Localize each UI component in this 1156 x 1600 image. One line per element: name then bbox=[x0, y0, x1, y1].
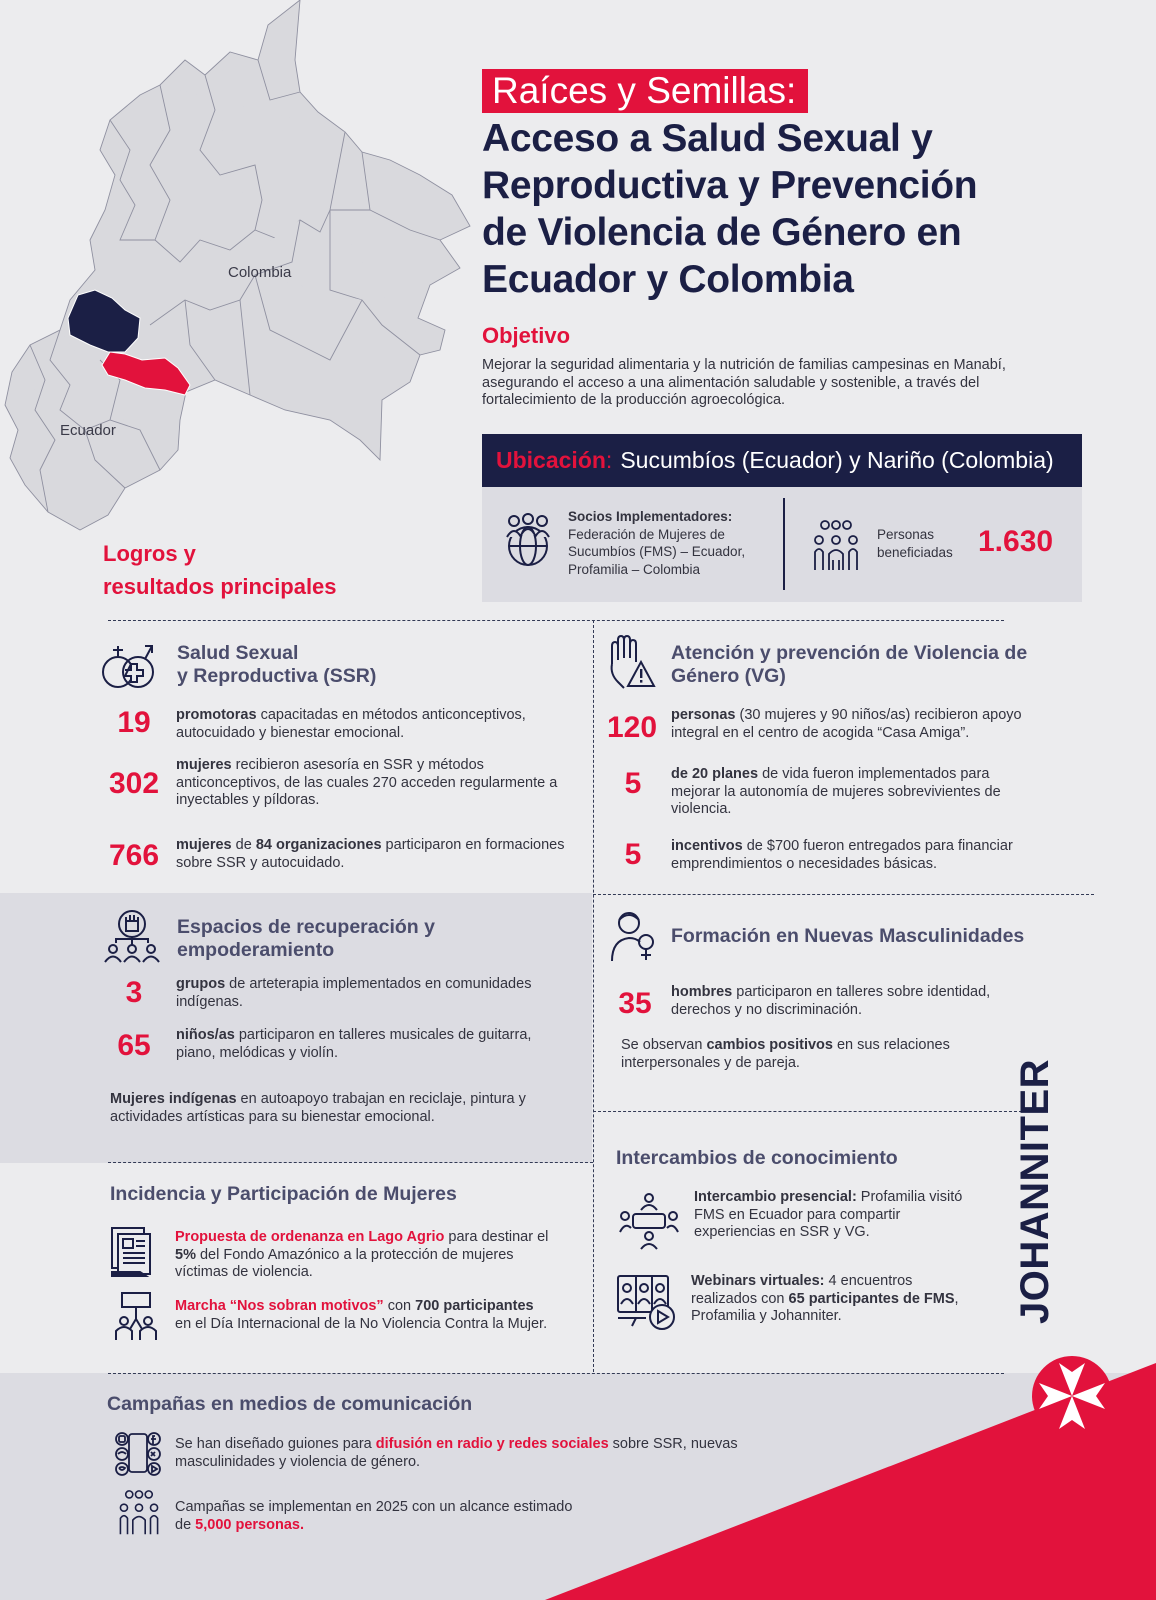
johanniter-logo-text: JOHANNITER bbox=[1013, 1058, 1057, 1324]
espacios-stat-2-number: 65 bbox=[117, 1029, 151, 1062]
ssr-stat-3-bold: mujeres bbox=[176, 837, 232, 853]
socios-line-2: Sucumbíos (FMS) – Ecuador, bbox=[568, 544, 746, 559]
protest-sign-icon bbox=[114, 1291, 158, 1341]
beneficiadas-line-2: beneficiadas bbox=[877, 544, 953, 560]
ssr-stat-3-rest: participaron en formaciones bbox=[381, 837, 565, 853]
community-globe-icon bbox=[502, 513, 554, 567]
espacios-stat-2-text bbox=[176, 1027, 531, 1062]
ssr-stat-3-text bbox=[176, 837, 565, 872]
vg-title-line-1: Atención y prevención de Violencia de bbox=[671, 642, 1028, 664]
campanas-item-2-red: 5,000 personas. bbox=[195, 1516, 304, 1533]
gender-health-icon bbox=[101, 640, 155, 692]
vg-stat-2-bold: de 20 planes bbox=[671, 766, 759, 782]
masculinidades-title: Formación en Nuevas Masculinidades bbox=[671, 925, 1025, 947]
divider-bottom bbox=[108, 1373, 1004, 1374]
fist-group-icon bbox=[101, 909, 163, 963]
ssr-title-line-2: y Reproductiva (SSR) bbox=[177, 665, 377, 687]
masculinidades-rest: participaron en talleres sobre identidad, bbox=[732, 984, 991, 1000]
ssr-title-line-1: Salud Sexual bbox=[177, 642, 299, 664]
person-gender-icon bbox=[610, 910, 660, 962]
intercambios-item-2-line-2-rest: , bbox=[954, 1290, 959, 1307]
campanas-title: Campañas en medios de comunicación bbox=[107, 1393, 473, 1415]
ssr-stat-2-rest: recibieron asesoría en SSR y métodos bbox=[231, 757, 484, 773]
intercambios-item-2-line-2-pre: realizados con bbox=[691, 1290, 789, 1307]
logros-heading bbox=[103, 537, 337, 603]
divider-center bbox=[593, 620, 594, 1372]
ubicacion-value: Sucumbíos (Ecuador) y Nariño (Colombia) bbox=[620, 447, 1054, 473]
vg-stat-2-number: 5 bbox=[624, 767, 642, 800]
title-line-3: de Violencia de Género en bbox=[482, 211, 962, 254]
panel-divider bbox=[783, 498, 785, 590]
page-title bbox=[482, 115, 977, 303]
vg-stat-3-number: 5 bbox=[624, 838, 642, 871]
espacios-title-line-1: Espacios de recuperación y bbox=[177, 916, 435, 938]
ssr-stat-2-number: 302 bbox=[108, 767, 160, 800]
incidencia-item-2-red: Marcha “Nos sobran motivos” bbox=[175, 1298, 384, 1314]
incidencia-item-2-bold: 700 participantes bbox=[415, 1298, 534, 1314]
espacios-note-line-2: actividades artísticas para su bienestar emocional. bbox=[110, 1108, 435, 1125]
beneficiadas-line-1: Personas bbox=[877, 527, 935, 542]
divider-top bbox=[108, 620, 1004, 621]
intercambios-item-1-rest: Profamilia visitó bbox=[856, 1189, 963, 1205]
ssr-stat-2-line-2: anticonceptivos, de las cuales 270 acceden regularmente a bbox=[176, 774, 558, 791]
vg-stat-1-text bbox=[671, 707, 1022, 742]
objetivo-heading: Objetivo bbox=[482, 323, 571, 348]
incidencia-item-1-bold: 5% bbox=[175, 1246, 196, 1263]
socios-block bbox=[568, 508, 745, 578]
incidencia-item-1 bbox=[175, 1229, 548, 1282]
beneficiadas-value: 1.630 bbox=[978, 525, 1054, 558]
objetivo-line-1: Mejorar la seguridad alimentaria y la nutrición de familias campesinas en Manabí, bbox=[482, 357, 1006, 373]
ssr-stat-1-bold: promotoras bbox=[176, 707, 257, 723]
objetivo-line-2: asegurando el acceso a una alimentación saludable y sostenible, a través del bbox=[482, 374, 980, 391]
socios-line-1: Federación de Mujeres de bbox=[568, 526, 725, 542]
map-label-colombia: Colombia bbox=[228, 264, 292, 281]
divider-row2-right bbox=[593, 894, 1094, 895]
intercambios-item-1 bbox=[694, 1189, 962, 1242]
ssr-stat-3-line-2: sobre SSR y autocuidado. bbox=[176, 854, 345, 871]
intercambios-title: Intercambios de conocimiento bbox=[616, 1147, 898, 1169]
ssr-stat-1-text bbox=[176, 707, 526, 742]
vg-title-line-2: Género (VG) bbox=[671, 665, 786, 687]
ssr-stat-2-line-3: inyectables y píldoras. bbox=[176, 792, 320, 808]
maltese-cross-icon bbox=[1031, 1355, 1113, 1437]
masculinidades-note-pre: Se observan bbox=[621, 1037, 707, 1053]
masculinidades-text bbox=[671, 984, 990, 1019]
intercambios-item-2-line-3: Profamilia y Johanniter. bbox=[691, 1308, 842, 1324]
espacios-note-bold: Mujeres indígenas bbox=[110, 1091, 237, 1107]
ubicacion-bar bbox=[482, 434, 1082, 487]
espacios-stat-2-rest: participaron en talleres musicales de guitarra, bbox=[234, 1027, 532, 1043]
logros-line-2: resultados principales bbox=[103, 574, 337, 599]
masculinidades-note-bold: cambios positivos bbox=[706, 1037, 833, 1053]
espacios-note bbox=[110, 1091, 526, 1126]
masculinidades-note bbox=[621, 1037, 950, 1072]
ssr-stat-1-number: 19 bbox=[117, 706, 151, 739]
vg-stat-1-bold: personas bbox=[671, 707, 736, 723]
incidencia-item-1-red: Propuesta de ordenanza en Lago Agrio bbox=[175, 1229, 445, 1245]
incidencia-item-2-mid: con bbox=[383, 1298, 416, 1314]
title-tag-text: Raíces y Semillas: bbox=[492, 70, 797, 111]
espacios-stat-1-rest: de arteterapia implementados en comunidades bbox=[225, 976, 532, 992]
ssr-stat-2-text bbox=[176, 757, 557, 810]
campanas-item-2 bbox=[175, 1499, 572, 1534]
vg-title bbox=[671, 642, 1027, 688]
campanas-item-1-rest: sobre SSR, nuevas bbox=[608, 1436, 738, 1452]
ssr-title bbox=[177, 642, 376, 688]
socios-label: Socios Implementadores: bbox=[568, 509, 733, 524]
campanas-item-1-red: difusión en radio y redes sociales bbox=[375, 1436, 609, 1452]
intercambios-item-2-line-2-bold: 65 participantes de FMS bbox=[788, 1290, 955, 1307]
social-media-icon bbox=[113, 1430, 163, 1478]
intercambios-item-1-line-2: FMS en Ecuador para compartir bbox=[694, 1206, 901, 1223]
campanas-item-1-line-2: masculinidades y violencia de género. bbox=[175, 1453, 421, 1470]
beneficiadas-label bbox=[877, 526, 953, 561]
divider-incidencia bbox=[108, 1162, 593, 1163]
vg-stat-1-rest: (30 mujeres y 90 niños/as) recibieron apoyo bbox=[735, 707, 1022, 723]
ssr-stat-3-number: 766 bbox=[108, 839, 160, 872]
espacios-stat-1-text bbox=[176, 976, 531, 1011]
crowd-icon-campanas bbox=[117, 1490, 161, 1536]
vg-stat-3-rest: de $700 fueron entregados para financiar bbox=[742, 838, 1013, 854]
campanas-item-1-pre: Se han diseñado guiones para bbox=[175, 1436, 376, 1452]
intercambios-item-2-rest: 4 encuentros bbox=[824, 1273, 913, 1289]
vg-stat-2-rest: de vida fueron implementados para bbox=[758, 766, 990, 782]
vg-stat-3-bold: incentivos bbox=[671, 838, 743, 854]
masculinidades-line-2: derechos y no discriminación. bbox=[671, 1001, 863, 1018]
objetivo-text bbox=[482, 357, 1042, 410]
espacios-stat-1-number: 3 bbox=[125, 976, 143, 1009]
vg-stat-3-text bbox=[671, 838, 1013, 873]
ubicacion-label: Ubicación bbox=[496, 447, 606, 473]
vg-stat-2-text bbox=[671, 766, 1001, 819]
crowd-icon bbox=[813, 520, 859, 572]
masculinidades-number: 35 bbox=[618, 987, 652, 1020]
intercambios-item-1-bold: Intercambio presencial: bbox=[694, 1189, 857, 1205]
ssr-stat-1-rest: capacitadas en métodos anticonceptivos, bbox=[256, 707, 526, 723]
vg-stat-1-number: 120 bbox=[606, 711, 658, 744]
incidencia-item-2 bbox=[175, 1298, 547, 1333]
ubicacion-sep: : bbox=[605, 447, 613, 473]
incidencia-item-1-line-2: del Fondo Amazónico a la protección de mujeres bbox=[195, 1246, 514, 1263]
vg-stat-1-line-2: integral en el centro de acogida “Casa Amiga”. bbox=[671, 724, 970, 741]
intercambios-item-1-line-3: experiencias en SSR y VG. bbox=[694, 1224, 870, 1240]
divider-intercambios bbox=[593, 1111, 1022, 1112]
title-line-1: Acceso a Salud Sexual y bbox=[482, 117, 933, 160]
hand-warning-icon bbox=[604, 634, 656, 690]
incidencia-title: Incidencia y Participación de Mujeres bbox=[110, 1183, 457, 1205]
espacios-title-line-2: empoderamiento bbox=[177, 939, 335, 961]
espacios-stat-1-line-2: indígenas. bbox=[176, 993, 243, 1010]
incidencia-item-2-line-2: en el Día Internacional de la No Violencia Contra la Mujer. bbox=[175, 1315, 548, 1332]
espacios-stat-2-bold: niños/as bbox=[176, 1027, 235, 1043]
masculinidades-note-line-2: interpersonales y de pareja. bbox=[621, 1054, 800, 1071]
campanas-item-2-pre: de bbox=[175, 1516, 196, 1533]
vg-stat-2-line-2: mejorar la autonomía de mujeres sobrevivientes de bbox=[671, 783, 1001, 800]
meeting-icon bbox=[619, 1192, 679, 1250]
title-line-2: Reproductiva y Prevención bbox=[482, 164, 978, 207]
objetivo-line-3: fortalecimiento de la producción agroecológica. bbox=[482, 392, 786, 408]
espacios-note-rest: en autoapoyo trabajan en reciclaje, pintura y bbox=[236, 1091, 526, 1107]
ssr-stat-3-bold-2: 84 organizaciones bbox=[255, 837, 382, 853]
socios-line-3: Profamilia – Colombia bbox=[568, 561, 701, 577]
map-label-ecuador: Ecuador bbox=[60, 422, 116, 439]
ssr-stat-2-bold: mujeres bbox=[176, 757, 232, 773]
title-line-4: Ecuador y Colombia bbox=[482, 258, 854, 301]
espacios-title bbox=[177, 916, 435, 962]
logros-line-1: Logros y bbox=[103, 541, 196, 566]
vg-stat-3-line-2: emprendimientos o necesidades básicas. bbox=[671, 855, 937, 872]
webinar-icon bbox=[616, 1274, 678, 1330]
intercambios-item-2-bold: Webinars virtuales: bbox=[691, 1273, 825, 1289]
masculinidades-bold: hombres bbox=[671, 984, 733, 1000]
espacios-stat-1-bold: grupos bbox=[176, 976, 226, 992]
espacios-stat-2-line-2: piano, melódicas y violín. bbox=[176, 1044, 338, 1061]
title-tag bbox=[482, 69, 808, 113]
vg-stat-2-line-3: violencia. bbox=[671, 801, 732, 817]
ssr-stat-3-mid: de bbox=[231, 837, 256, 853]
ssr-stat-1-line-2: autocuidado y bienestar emocional. bbox=[176, 724, 405, 741]
document-icon bbox=[110, 1226, 158, 1278]
incidencia-item-1-line-3: víctimas de violencia. bbox=[175, 1264, 313, 1280]
campanas-item-2-line-1: Campañas se implementan en 2025 con un alcance estimado bbox=[175, 1499, 573, 1515]
incidencia-item-1-rest: para destinar el bbox=[444, 1229, 549, 1245]
intercambios-item-2 bbox=[691, 1273, 959, 1326]
masculinidades-note-rest: en sus relaciones bbox=[832, 1037, 950, 1053]
campanas-item-1 bbox=[175, 1436, 738, 1471]
